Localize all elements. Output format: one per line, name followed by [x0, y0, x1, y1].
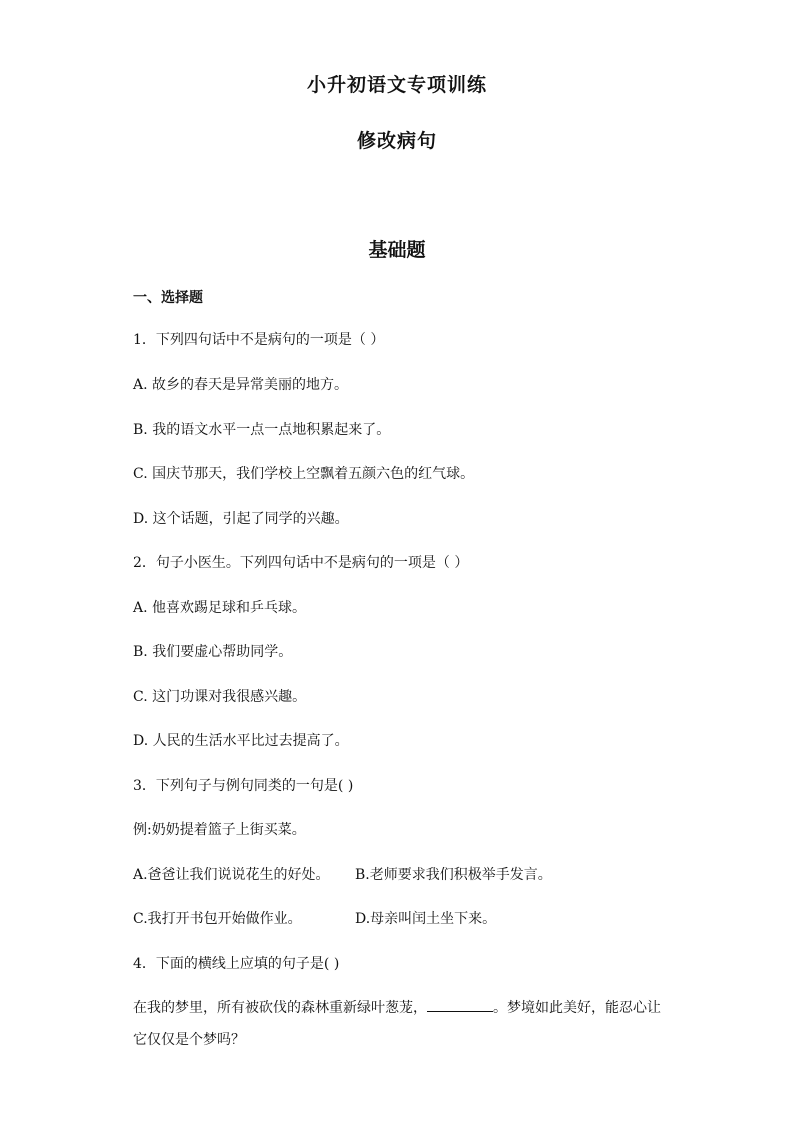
question-4-passage-before: 在我的梦里，所有被砍伐的森林重新绿叶葱茏，	[133, 1000, 427, 1016]
question-3-option-c: C.我打开书包开始做作业。	[133, 911, 302, 927]
document-subtitle: 修改病句	[356, 130, 437, 152]
document-title: 小升初语文专项训练	[306, 74, 487, 96]
question-1-stem: 1．下列四句话中不是病句的一项是（ ）	[133, 332, 385, 348]
question-3-option-d: D.母亲叫闰土坐下来。	[355, 911, 497, 927]
question-4-stem: 4．下面的横线上应填的句子是( )	[133, 956, 340, 972]
question-4-passage	[133, 992, 673, 1056]
question-2-option-a: A. 他喜欢踢足球和乒乓球。	[133, 600, 307, 616]
question-2-option-d: D. 人民的生活水平比过去提高了。	[133, 733, 349, 749]
question-2-option-c: C. 这门功课对我很感兴趣。	[133, 689, 307, 705]
question-3-option-b: B.老师要求我们积极举手发言。	[355, 867, 552, 883]
question-2-option-b: B. 我们要虚心帮助同学。	[133, 644, 293, 660]
question-3-stem: 3．下列句子与例句同类的一句是( )	[133, 778, 354, 794]
question-1-option-d: D. 这个话题，引起了同学的兴趣。	[133, 511, 349, 527]
question-2-stem: 2．句子小医生。下列四句话中不是病句的一项是（ ）	[133, 555, 469, 571]
question-1-option-b: B. 我的语文水平一点一点地积累起来了。	[133, 422, 391, 438]
question-3-option-a: A.爸爸让我们说说花生的好处。	[133, 867, 330, 883]
question-1-option-c: C. 国庆节那天，我们学校上空飘着五颜六色的红气球。	[133, 466, 475, 482]
section-heading: 基础题	[368, 239, 426, 261]
answer-blank[interactable]	[427, 997, 493, 1012]
part-heading: 一、选择题	[133, 290, 203, 306]
question-4-passage-after: 。梦境如此美好，能忍心让它仅仅是个梦吗？	[133, 1000, 661, 1048]
question-3-example: 例:奶奶提着篮子上街买菜。	[133, 822, 306, 838]
question-1-option-a: A. 故乡的春天是异常美丽的地方。	[133, 377, 349, 393]
